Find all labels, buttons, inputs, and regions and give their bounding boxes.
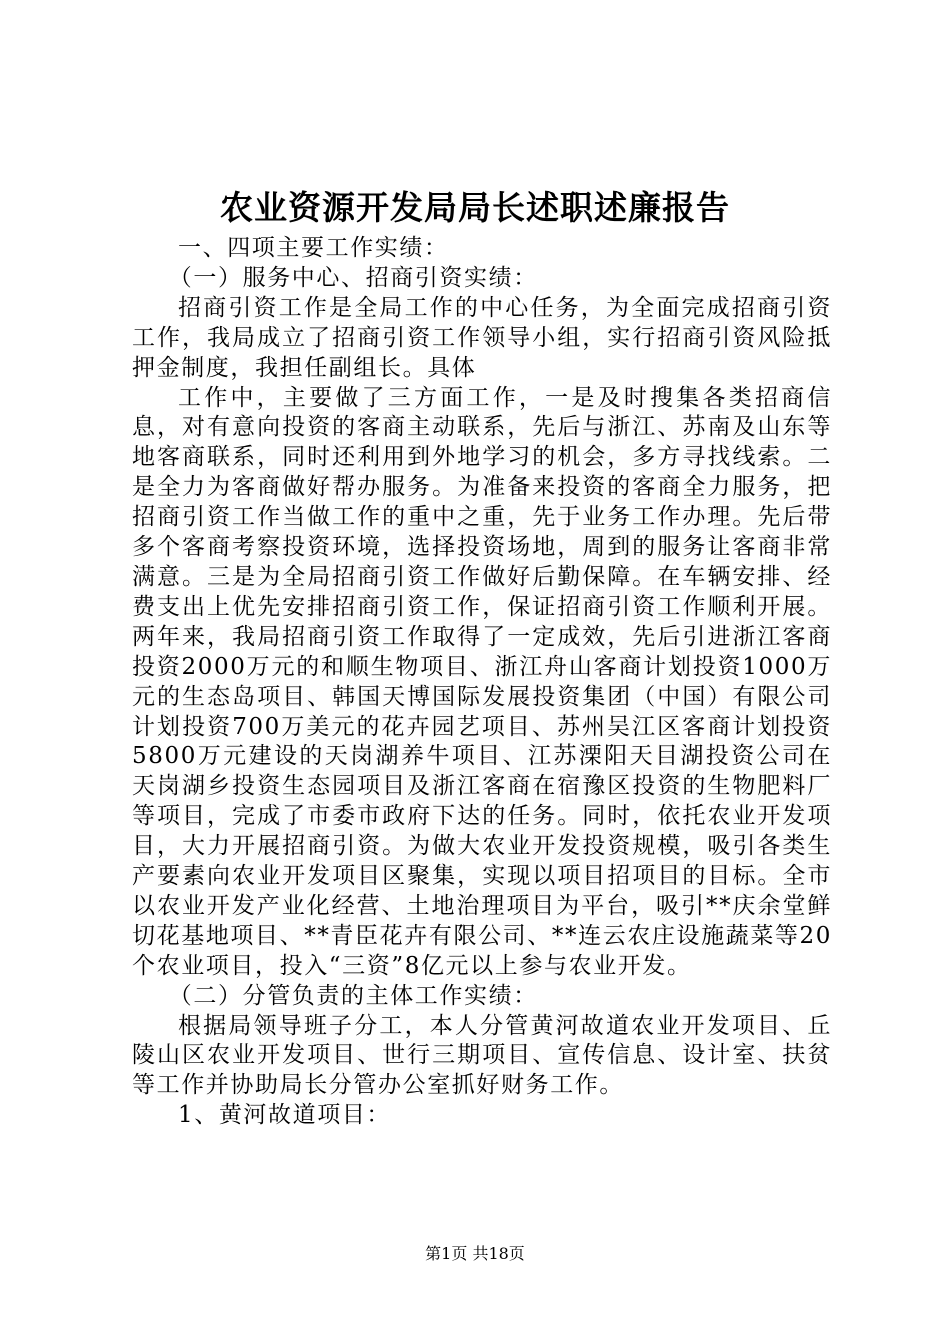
page-footer: 第1页 共18页 [425,1244,525,1263]
body-paragraph: 招商引资工作是全局工作的中心任务，为全面完成招商引资工作，我局成立了招商引资工作领导小组，实行招商引资风险抵押金制度，我担任副组长。具体 [132,294,832,381]
document-body [132,234,832,1131]
section-heading-1: 一、四项主要工作实绩： [178,235,449,261]
subsection-heading-2: （二）分管负责的主体工作实绩： [168,982,538,1009]
body-paragraph: 工作中，主要做了三方面工作，一是及时搜集各类招商信息，对有意向投资的客商主动联系，先后与浙江、苏南及山东等地客商联系，同时还利用到外地学习的机会，多方寻找线索。二是全力为客商做好帮办服务。为准备来投资的客商全力服务，把招商引资工作当做工作的重中之重，先于业务工作办理。先后带多个客商考察投资环境，选择投资场地，周到的服务让客商非常满意。三是为全局招商引资工作做好后勤保障。在车辆安排、经费支出上优先安排招商引资工作，保证招商引资工作顺利开展。两年来，我局招商引资工作取得了一定成效，先后引进浙江客商投资2000万元的和顺生物项目、浙江舟山客商计划投资1000万元的生态岛项目、韩国天博国际发展投资集团（中国）有限公司计划投资700万美元的花卉园艺项目、苏州吴江区客商计划投资5800万元建设的天岗湖养牛项目、江苏溧阳天目湖投资公司在天岗湖乡投资生态园项目及浙江客商在宿豫区投资的生物肥料厂等项目，完成了市委市政府下达的任务。同时，依托农业开发项目，大力开展招商引资。为做大农业开发投资规模，吸引各类生产要素向农业开发项目区聚集，实现以项目招项目的目标。全市以农业开发产业化经营、土地治理项目为平台，吸引**庆余堂鲜切花基地项目、**青臣花卉有限公司、**连云农庄设施蔬菜等20个农业项目，投入“三资”8亿元以上参与农业开发。 [132,384,832,979]
document-title: 农业资源开发局局长述职述廉报告 [220,188,730,227]
item-heading: 1、黄河故道项目： [178,1102,392,1129]
body-paragraph: 根据局领导班子分工，本人分管黄河故道农业开发项目、丘陵山区农业开发项目、世行三期项目、宣传信息、设计室、扶贫等工作并协助局长分管办公室抓好财务工作。 [132,1012,832,1099]
subsection-heading-1: （一）服务中心、招商引资实绩： [168,264,538,291]
